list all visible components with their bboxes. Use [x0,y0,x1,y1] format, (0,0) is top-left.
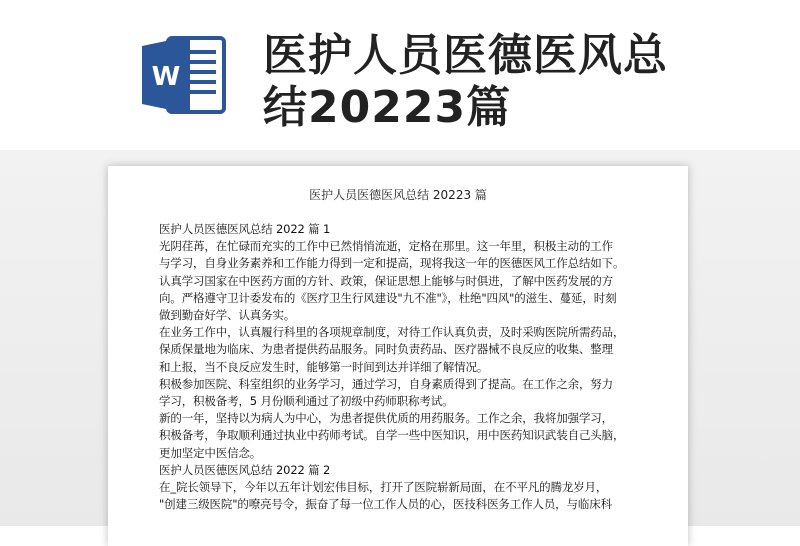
document-body [159,221,639,513]
text-line: 积极参加医院、科室组织的业务学习，通过学习，自身素质得到了提高。在工作之余，努力 [159,376,613,391]
header-banner [0,0,800,165]
svg-text:W: W [151,62,181,92]
text-line: 认真学习国家在中医药方面的方针、政策，保证思想上能够与时俱进，了解中医药发展的方 [159,273,613,288]
text-line: 更加坚定中医信念。 [159,445,262,460]
title-line-1: 医护人员医德医风总 [263,30,668,81]
page-title [263,30,783,134]
text-line: 和上报，当不良反应发生时，能够第一时间到达并详细了解情况。 [159,359,489,374]
text-line: 与学习，自身业务素养和工作能力得到一定和提高，现将我这一年的医德医风工作总结如下。 [159,256,625,271]
text-line: 做到勤奋好学、认真务实。 [159,308,296,323]
document-page [108,166,688,546]
text-line: 向。严格遵守卫计委发布的《医疗卫生行风建设"九不准"》，杜绝"四风"的滋生、蔓延，时刻 [159,290,617,305]
text-line: 光阴荏苒，在忙碌而充实的工作中已然悄悄流逝，定格在那里。这一年里，积极主动的工作 [159,239,613,254]
text-line: 在_院长领导下，今年以五年计划宏伟目标，打开了医院崭新局面，在不平凡的腾龙岁月， [159,480,608,495]
text-line: "创建三级医院"的嘹亮号令，振奋了每一位工作人员的心，医技科医务工作人员，与临床科 [159,497,612,512]
document-title: 医护人员医德医风总结 20223 篇 [309,188,487,202]
text-line: 新的一年，坚持以为病人为中心，为患者提供优质的用药服务。工作之余，我将加强学习， [159,411,613,426]
text-line: 积极备考，争取顺利通过执业中药师考试。自学一些中医知识，用中医药知识武装自己头脑， [159,428,625,443]
text-line: 学习，积极备考，5 月份顺利通过了初级中药师职称考试。 [159,394,454,409]
text-line: 医护人员医德医风总结 2022 篇 1 [159,222,331,236]
title-line-2: 结20223篇 [263,82,512,133]
text-line: 在业务工作中，认真履行科里的各项规章制度，对待工作认真负责，及时采购医院所需药品， [159,325,625,340]
text-line: 医护人员医德医风总结 2022 篇 2 [159,462,331,477]
text-line: 保质保量地为临床、为患者提供药品服务。同时负责药品、医疗器械不良反应的收集、整理 [159,342,613,357]
word-icon [140,30,230,120]
